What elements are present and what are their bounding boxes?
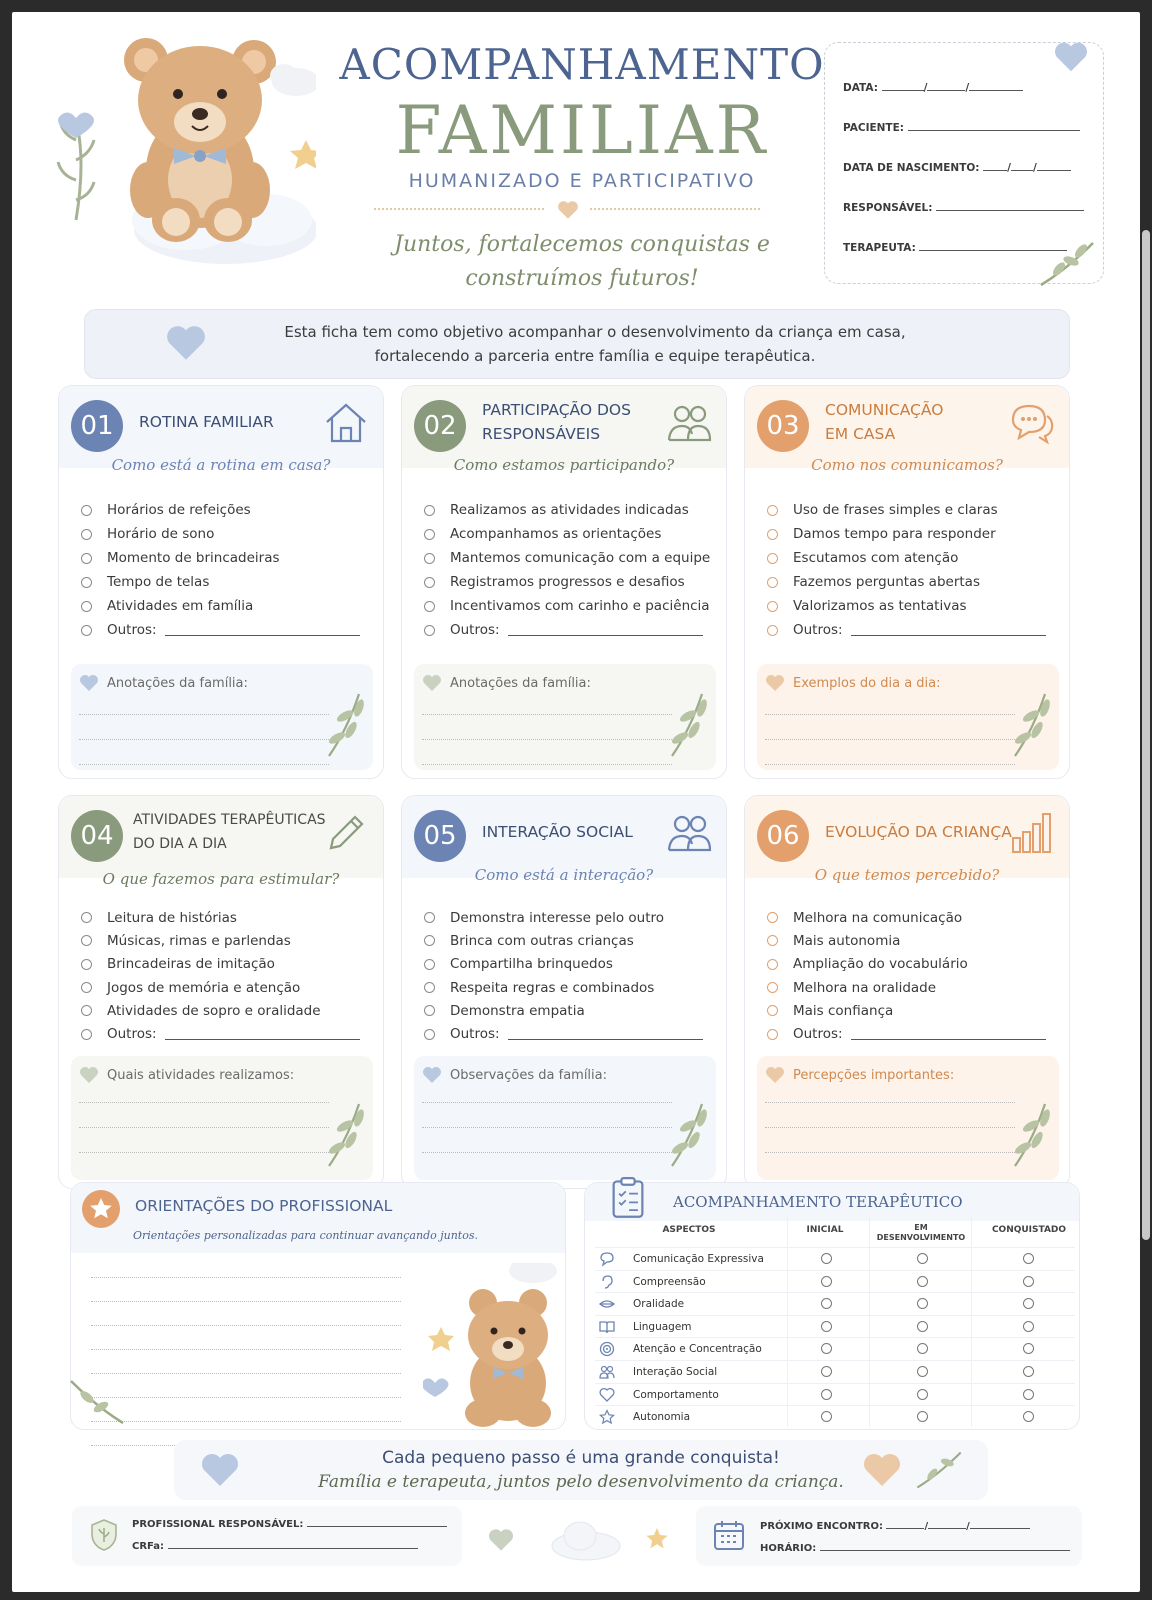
radio-button[interactable]: [767, 1005, 778, 1016]
checklist-item[interactable]: Atividades em família: [81, 594, 371, 618]
radio-button[interactable]: [767, 1029, 778, 1040]
radio-button[interactable]: [767, 982, 778, 993]
leaf-branch-icon: [67, 1377, 127, 1427]
checklist-item[interactable]: Respeita regras e combinados: [424, 976, 714, 999]
aspect-name: Atenção e Concentração: [633, 1343, 762, 1356]
radio-button[interactable]: [767, 505, 778, 516]
radio-em-desenvolvimento[interactable]: [917, 1411, 928, 1422]
title-line-2: FAMILIAR: [395, 92, 769, 169]
leaf-branch-icon: [914, 1446, 964, 1494]
title-line-1: ACOMPANHAMENTO: [339, 40, 825, 89]
star-badge-icon: [81, 1189, 121, 1229]
guidance-line[interactable]: [91, 1421, 401, 1422]
checklist-item[interactable]: Mais confiança: [767, 999, 1057, 1022]
notes-label: Observações da família:: [450, 1068, 608, 1083]
radio-em-desenvolvimento[interactable]: [917, 1366, 928, 1377]
radio-inicial[interactable]: [821, 1389, 832, 1400]
checklist-item[interactable]: Atividades de sopro e oralidade: [81, 999, 371, 1022]
col-em-desenvolvimento: EM DESENVOLVIMENTO: [876, 1223, 966, 1242]
radio-conquistado[interactable]: [1023, 1366, 1034, 1377]
date-field[interactable]: DATA: / /: [843, 81, 1023, 94]
section-card-06: [744, 795, 1070, 1189]
radio-button[interactable]: [424, 505, 435, 516]
notes-label: Percepções importantes:: [793, 1068, 955, 1083]
radio-conquistado[interactable]: [1023, 1253, 1034, 1264]
aspect-name: Interação Social: [633, 1366, 718, 1378]
radio-button[interactable]: [81, 912, 92, 923]
guidance-line[interactable]: [91, 1397, 401, 1398]
notes-box[interactable]: [414, 664, 716, 770]
checklist-item[interactable]: Outros:: [424, 1022, 714, 1045]
radio-button[interactable]: [81, 529, 92, 540]
other-input-line[interactable]: [508, 624, 703, 636]
radio-button[interactable]: [424, 577, 435, 588]
radio-inicial[interactable]: [821, 1276, 832, 1287]
other-input-line[interactable]: [165, 624, 360, 636]
checklist-item[interactable]: Tempo de telas: [81, 570, 371, 594]
checklist-item[interactable]: Fazemos perguntas abertas: [767, 570, 1057, 594]
radio-button[interactable]: [424, 935, 435, 946]
other-input-line[interactable]: [851, 624, 1046, 636]
section-card-03: [744, 385, 1070, 779]
section-title: COMUNICAÇÃO EM CASA: [825, 401, 944, 443]
leaf-branch-icon: [1037, 239, 1097, 289]
checklist-item[interactable]: Demonstra empatia: [424, 999, 714, 1022]
leaf-branch-icon: [666, 690, 710, 760]
notes-line[interactable]: [422, 1102, 672, 1103]
notes-box[interactable]: [414, 1056, 716, 1180]
radio-button[interactable]: [81, 553, 92, 564]
radio-button[interactable]: [767, 577, 778, 588]
section-number: 06: [757, 810, 809, 862]
section-number: 02: [414, 400, 466, 452]
scrollbar[interactable]: [1142, 230, 1150, 1240]
checklist-item[interactable]: Outros:: [767, 618, 1057, 642]
notes-line[interactable]: [422, 739, 672, 740]
radio-inicial[interactable]: [821, 1253, 832, 1264]
intro-banner: [84, 309, 1070, 379]
radio-button[interactable]: [767, 959, 778, 970]
checklist-item[interactable]: Incentivamos com carinho e paciência: [424, 594, 714, 618]
aspect-name: Comportamento: [633, 1388, 719, 1401]
radio-conquistado[interactable]: [1023, 1298, 1034, 1309]
radio-button[interactable]: [424, 1005, 435, 1016]
radio-inicial[interactable]: [821, 1343, 832, 1354]
patient-field[interactable]: PACIENTE:: [843, 121, 1080, 134]
notes-line[interactable]: [79, 714, 329, 715]
checklist-item[interactable]: Jogos de memória e atenção: [81, 976, 371, 999]
checklist-item[interactable]: Outros:: [424, 618, 714, 642]
heart-icon: [422, 1066, 442, 1084]
tracking-row: [595, 1247, 1075, 1269]
guidance-line[interactable]: [91, 1301, 401, 1302]
notes-line[interactable]: [765, 1127, 1015, 1128]
professional-field[interactable]: PROFISSIONAL RESPONSÁVEL:: [132, 1518, 447, 1530]
notes-line[interactable]: [765, 739, 1015, 740]
radio-inicial[interactable]: [821, 1411, 832, 1422]
radio-button[interactable]: [81, 935, 92, 946]
notes-line[interactable]: [79, 1152, 329, 1153]
checklist-item[interactable]: Compartilha brinquedos: [424, 953, 714, 976]
section-subtitle: Como estamos participando?: [453, 456, 675, 474]
notes-line[interactable]: [79, 1102, 329, 1103]
cloud-icon: [546, 1516, 626, 1562]
tracking-row: [595, 1315, 1075, 1337]
radio-em-desenvolvimento[interactable]: [917, 1298, 928, 1309]
section-card-04: [58, 795, 384, 1189]
radio-button[interactable]: [767, 625, 778, 636]
checklist-item[interactable]: Outros:: [81, 1022, 371, 1045]
radio-button[interactable]: [424, 1029, 435, 1040]
notes-line[interactable]: [422, 1127, 672, 1128]
section-title: PARTICIPAÇÃO DOS RESPONSÁVEIS: [482, 401, 631, 443]
star-icon: [644, 1526, 670, 1552]
checklist-item[interactable]: Ampliação do vocabulário: [767, 953, 1057, 976]
leaf-branch-icon: [323, 690, 367, 760]
aspect-name: Oralidade: [633, 1298, 685, 1311]
checklist-item[interactable]: Escutamos com atenção: [767, 546, 1057, 570]
professional-guidance-card: [70, 1182, 566, 1430]
checklist-item[interactable]: Demonstra interesse pelo outro: [424, 906, 714, 929]
radio-button[interactable]: [424, 959, 435, 970]
section-card-05: [401, 795, 727, 1189]
radio-button[interactable]: [81, 505, 92, 516]
section-title: ATIVIDADES TERAPÊUTICAS DO DIA A DIA: [133, 812, 326, 852]
next-meeting-field[interactable]: PRÓXIMO ENCONTRO: / /: [760, 1520, 1030, 1532]
radio-button[interactable]: [81, 1005, 92, 1016]
tagline-line-2: construímos futuros!: [465, 266, 699, 291]
notes-line[interactable]: [79, 1127, 329, 1128]
radio-button[interactable]: [767, 529, 778, 540]
guidance-subtitle: Orientações personalizadas para continuar avançando juntos.: [133, 1229, 478, 1242]
checklist-item[interactable]: Brinca com outras crianças: [424, 929, 714, 952]
radio-button[interactable]: [767, 601, 778, 612]
radio-button[interactable]: [424, 601, 435, 612]
radio-button[interactable]: [81, 1029, 92, 1040]
guardian-field[interactable]: RESPONSÁVEL:: [843, 201, 1084, 214]
notes-line[interactable]: [422, 714, 672, 715]
radio-em-desenvolvimento[interactable]: [917, 1389, 928, 1400]
aspect-name: Linguagem: [633, 1320, 692, 1333]
section-card-01: [58, 385, 384, 779]
checklist-item[interactable]: Músicas, rimas e parlendas: [81, 929, 371, 952]
heart-icon: [165, 324, 207, 362]
tracking-row: [595, 1383, 1075, 1405]
tagline-line-1: Juntos, fortalecemos conquistas e: [394, 232, 770, 257]
tracking-row: [595, 1360, 1075, 1382]
section-subtitle: Como nos comunicamos?: [811, 456, 1003, 474]
tracking-row: [595, 1270, 1075, 1292]
guidance-title: ORIENTAÇÕES DO PROFISSIONAL: [135, 1197, 393, 1215]
notes-label: Anotações da família:: [107, 676, 248, 691]
other-input-line[interactable]: [165, 1028, 360, 1040]
clipboard-icon: [611, 1177, 645, 1219]
radio-button[interactable]: [81, 625, 92, 636]
calendar-icon: [712, 1518, 746, 1552]
tracking-row: [595, 1292, 1075, 1314]
checklist-item[interactable]: Mais autonomia: [767, 929, 1057, 952]
checklist-item[interactable]: Momento de brincadeiras: [81, 546, 371, 570]
slogan-banner: [174, 1440, 988, 1500]
radio-em-desenvolvimento[interactable]: [917, 1276, 928, 1287]
checklist-item[interactable]: Leitura de histórias: [81, 906, 371, 929]
small-teddy-bear-illustration: [423, 1263, 563, 1429]
checklist-item[interactable]: Melhora na comunicação: [767, 906, 1057, 929]
checklist-item[interactable]: Outros:: [81, 618, 371, 642]
notes-box[interactable]: [71, 664, 373, 770]
radio-inicial[interactable]: [821, 1366, 832, 1377]
therapist-field[interactable]: TERAPEUTA:: [843, 241, 1067, 254]
notes-line[interactable]: [422, 1152, 672, 1153]
notes-box[interactable]: [757, 664, 1059, 770]
crfa-field[interactable]: CRFa:: [132, 1540, 418, 1552]
radio-conquistado[interactable]: [1023, 1276, 1034, 1287]
section-title: ROTINA FAMILIAR: [139, 413, 274, 431]
guidance-line[interactable]: [91, 1277, 401, 1278]
notes-label: Anotações da família:: [450, 676, 591, 691]
patient-info-box: [824, 42, 1104, 284]
notes-line[interactable]: [765, 764, 1015, 765]
radio-button[interactable]: [424, 529, 435, 540]
radio-button[interactable]: [767, 912, 778, 923]
radio-em-desenvolvimento[interactable]: [917, 1253, 928, 1264]
section-subtitle: Como está a rotina em casa?: [111, 456, 331, 474]
section-number: 03: [757, 400, 809, 452]
notes-line[interactable]: [765, 1102, 1015, 1103]
aspect-name: Comunicação Expressiva: [633, 1253, 764, 1265]
checklist-item[interactable]: Horários de refeições: [81, 498, 371, 522]
radio-button[interactable]: [424, 982, 435, 993]
people-icon: [666, 400, 712, 446]
section-number: 04: [71, 810, 123, 862]
title-line-3: HUMANIZADO E PARTICIPATIVO: [408, 170, 756, 192]
section-card-02: [401, 385, 727, 779]
checklist-item[interactable]: Melhora na oralidade: [767, 976, 1057, 999]
checklist-item[interactable]: Outros:: [767, 1022, 1057, 1045]
checklist-item[interactable]: Horário de sono: [81, 522, 371, 546]
form-sheet: [12, 12, 1140, 1592]
radio-conquistado[interactable]: [1023, 1389, 1034, 1400]
notes-line[interactable]: [79, 764, 329, 765]
chat-bubble-icon: [1009, 400, 1055, 446]
radio-button[interactable]: [81, 959, 92, 970]
heart-icon: [557, 200, 579, 220]
section-subtitle: Como está a interação?: [474, 866, 654, 884]
heart-icon: [79, 674, 99, 692]
radio-inicial[interactable]: [821, 1321, 832, 1332]
radio-button[interactable]: [767, 935, 778, 946]
leaf-branch-icon: [666, 1100, 710, 1170]
footer-professional: [72, 1506, 462, 1566]
leaf-branch-icon: [1009, 690, 1053, 760]
leaf-branch-icon: [1009, 1100, 1053, 1170]
birthdate-field[interactable]: DATA DE NASCIMENTO: / /: [843, 161, 1071, 174]
radio-button[interactable]: [81, 577, 92, 588]
checklist-item[interactable]: Valorizamos as tentativas: [767, 594, 1057, 618]
radio-em-desenvolvimento[interactable]: [917, 1321, 928, 1332]
checklist-item[interactable]: Mantemos comunicação com a equipe: [424, 546, 714, 570]
pencil-icon: [323, 810, 369, 856]
notes-line[interactable]: [79, 739, 329, 740]
checklist-item[interactable]: Acompanhamos as orientações: [424, 522, 714, 546]
guidance-line[interactable]: [91, 1325, 401, 1326]
leaf-branch-icon: [323, 1100, 367, 1170]
guidance-line[interactable]: [91, 1373, 401, 1374]
checklist-item[interactable]: Realizamos as atividades indicadas: [424, 498, 714, 522]
section-title: EVOLUÇÃO DA CRIANÇA: [825, 823, 1012, 841]
therapy-tracking-card: [584, 1182, 1080, 1430]
heart-icon: [79, 1066, 99, 1084]
divider-left: [374, 208, 544, 210]
notes-line[interactable]: [422, 764, 672, 765]
notes-label: Exemplos do dia a dia:: [793, 676, 941, 691]
divider-right: [590, 208, 760, 210]
heart-icon: [765, 1066, 785, 1084]
tagline: [342, 228, 822, 296]
heart-icon: [487, 1528, 515, 1552]
other-input-line[interactable]: [508, 1028, 703, 1040]
intro-line-1: Esta ficha tem como objetivo acompanhar o desenvolvimento da criança em casa,: [284, 323, 906, 341]
shield-icon: [90, 1518, 118, 1552]
notes-box[interactable]: [757, 1056, 1059, 1180]
aspect-name: Compreensão: [633, 1275, 706, 1288]
aspect-name: Autonomia: [633, 1411, 691, 1424]
radio-conquistado[interactable]: [1023, 1343, 1034, 1354]
tracking-row: [595, 1337, 1075, 1359]
slogan-line-2: Família e terapeuta, juntos pelo desenvolvimento da criança.: [318, 1472, 844, 1492]
section-subtitle: O que temos percebido?: [814, 866, 1000, 884]
time-field[interactable]: HORÁRIO:: [760, 1542, 1070, 1554]
tracking-title: ACOMPANHAMENTO TERAPÊUTICO: [673, 1193, 963, 1211]
bar-chart-icon: [1009, 810, 1055, 856]
col-inicial: INICIAL: [806, 1225, 844, 1235]
guidance-line[interactable]: [91, 1349, 401, 1350]
section-number: 01: [71, 400, 123, 452]
section-number: 05: [414, 810, 466, 862]
notes-line[interactable]: [765, 714, 1015, 715]
radio-em-desenvolvimento[interactable]: [917, 1343, 928, 1354]
notes-label: Quais atividades realizamos:: [107, 1068, 295, 1083]
radio-conquistado[interactable]: [1023, 1411, 1034, 1422]
radio-button[interactable]: [81, 982, 92, 993]
radio-button[interactable]: [424, 912, 435, 923]
intro-line-2: fortalecendo a parceria entre família e equipe terapêutica.: [374, 347, 816, 365]
slogan-line-1: Cada pequeno passo é uma grande conquista!: [382, 1448, 780, 1468]
radio-button[interactable]: [81, 601, 92, 612]
section-title: INTERAÇÃO SOCIAL: [482, 823, 633, 841]
notes-box[interactable]: [71, 1056, 373, 1180]
heart-icon: [862, 1452, 902, 1488]
radio-button[interactable]: [424, 625, 435, 636]
heart-icon: [1053, 41, 1089, 73]
heart-icon: [765, 674, 785, 692]
radio-button[interactable]: [424, 553, 435, 564]
radio-conquistado[interactable]: [1023, 1321, 1034, 1332]
house-icon: [323, 400, 369, 446]
checklist-item[interactable]: Registramos progressos e desafios: [424, 570, 714, 594]
footer-next-meeting: [696, 1506, 1082, 1566]
checklist-item[interactable]: Damos tempo para responder: [767, 522, 1057, 546]
other-input-line[interactable]: [851, 1028, 1046, 1040]
people-icon: [666, 810, 712, 856]
checklist-item[interactable]: Brincadeiras de imitação: [81, 953, 371, 976]
notes-line[interactable]: [765, 1152, 1015, 1153]
checklist-item[interactable]: Uso de frases simples e claras: [767, 498, 1057, 522]
radio-inicial[interactable]: [821, 1298, 832, 1309]
tracking-row: [595, 1405, 1075, 1427]
teddy-bear-illustration: [36, 30, 316, 270]
radio-button[interactable]: [767, 553, 778, 564]
col-aspectos: ASPECTOS: [662, 1225, 716, 1235]
heart-icon: [422, 674, 442, 692]
col-conquistado: CONQUISTADO: [991, 1225, 1067, 1235]
section-subtitle: O que fazemos para estimular?: [102, 870, 340, 888]
